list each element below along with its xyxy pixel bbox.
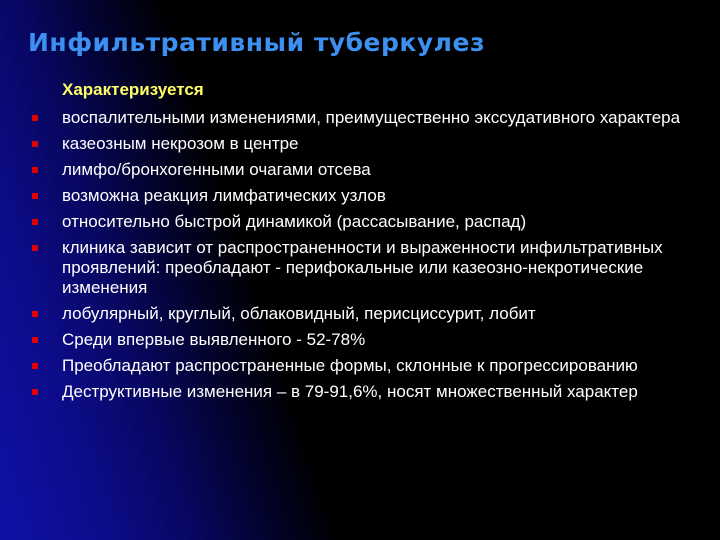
bullet-item: [32, 108, 682, 128]
bullet-text: Преобладают распространенные формы, склонные к прогрессированию: [62, 356, 638, 375]
bullet-text: Деструктивные изменения – в 79-91,6%, носят множественный характер: [62, 382, 638, 401]
bullet-text: казеозным некрозом в центре: [62, 134, 299, 153]
bullet-item: [32, 212, 682, 232]
square-bullet-icon: [32, 389, 38, 395]
slide-title: Инфильтративный туберкулез: [28, 28, 485, 57]
bullet-list: [32, 108, 682, 408]
bullet-text: клиника зависит от распространенности и выраженности инфильтративных проявлений: преобладают - перифокальные или казеозно-некротические изменения: [62, 238, 663, 297]
slide-subtitle: Характеризуется: [62, 80, 204, 99]
square-bullet-icon: [32, 363, 38, 369]
bullet-item: [32, 134, 682, 154]
square-bullet-icon: [32, 311, 38, 317]
square-bullet-icon: [32, 141, 38, 147]
square-bullet-icon: [32, 337, 38, 343]
bullet-text: воспалительными изменениями, преимущественно экссудативного характера: [62, 108, 681, 127]
bullet-item: [32, 186, 682, 206]
square-bullet-icon: [32, 245, 38, 251]
square-bullet-icon: [32, 219, 38, 225]
bullet-item: [32, 304, 682, 324]
square-bullet-icon: [32, 167, 38, 173]
bullet-item: [32, 160, 682, 180]
bullet-text: лобулярный, круглый, облаковидный, перисциссурит, лобит: [62, 304, 536, 323]
bullet-item: [32, 330, 682, 350]
square-bullet-icon: [32, 115, 38, 121]
bullet-text: Среди впервые выявленного - 52-78%: [62, 330, 366, 349]
bullet-text: возможна реакция лимфатических узлов: [62, 186, 386, 205]
square-bullet-icon: [32, 193, 38, 199]
bullet-text: лимфо/бронхогенными очагами отсева: [62, 160, 371, 179]
bullet-item: [32, 382, 682, 402]
bullet-item: [32, 356, 682, 376]
bullet-item: [32, 238, 682, 298]
bullet-text: относительно быстрой динамикой (рассасывание, распад): [62, 212, 527, 231]
